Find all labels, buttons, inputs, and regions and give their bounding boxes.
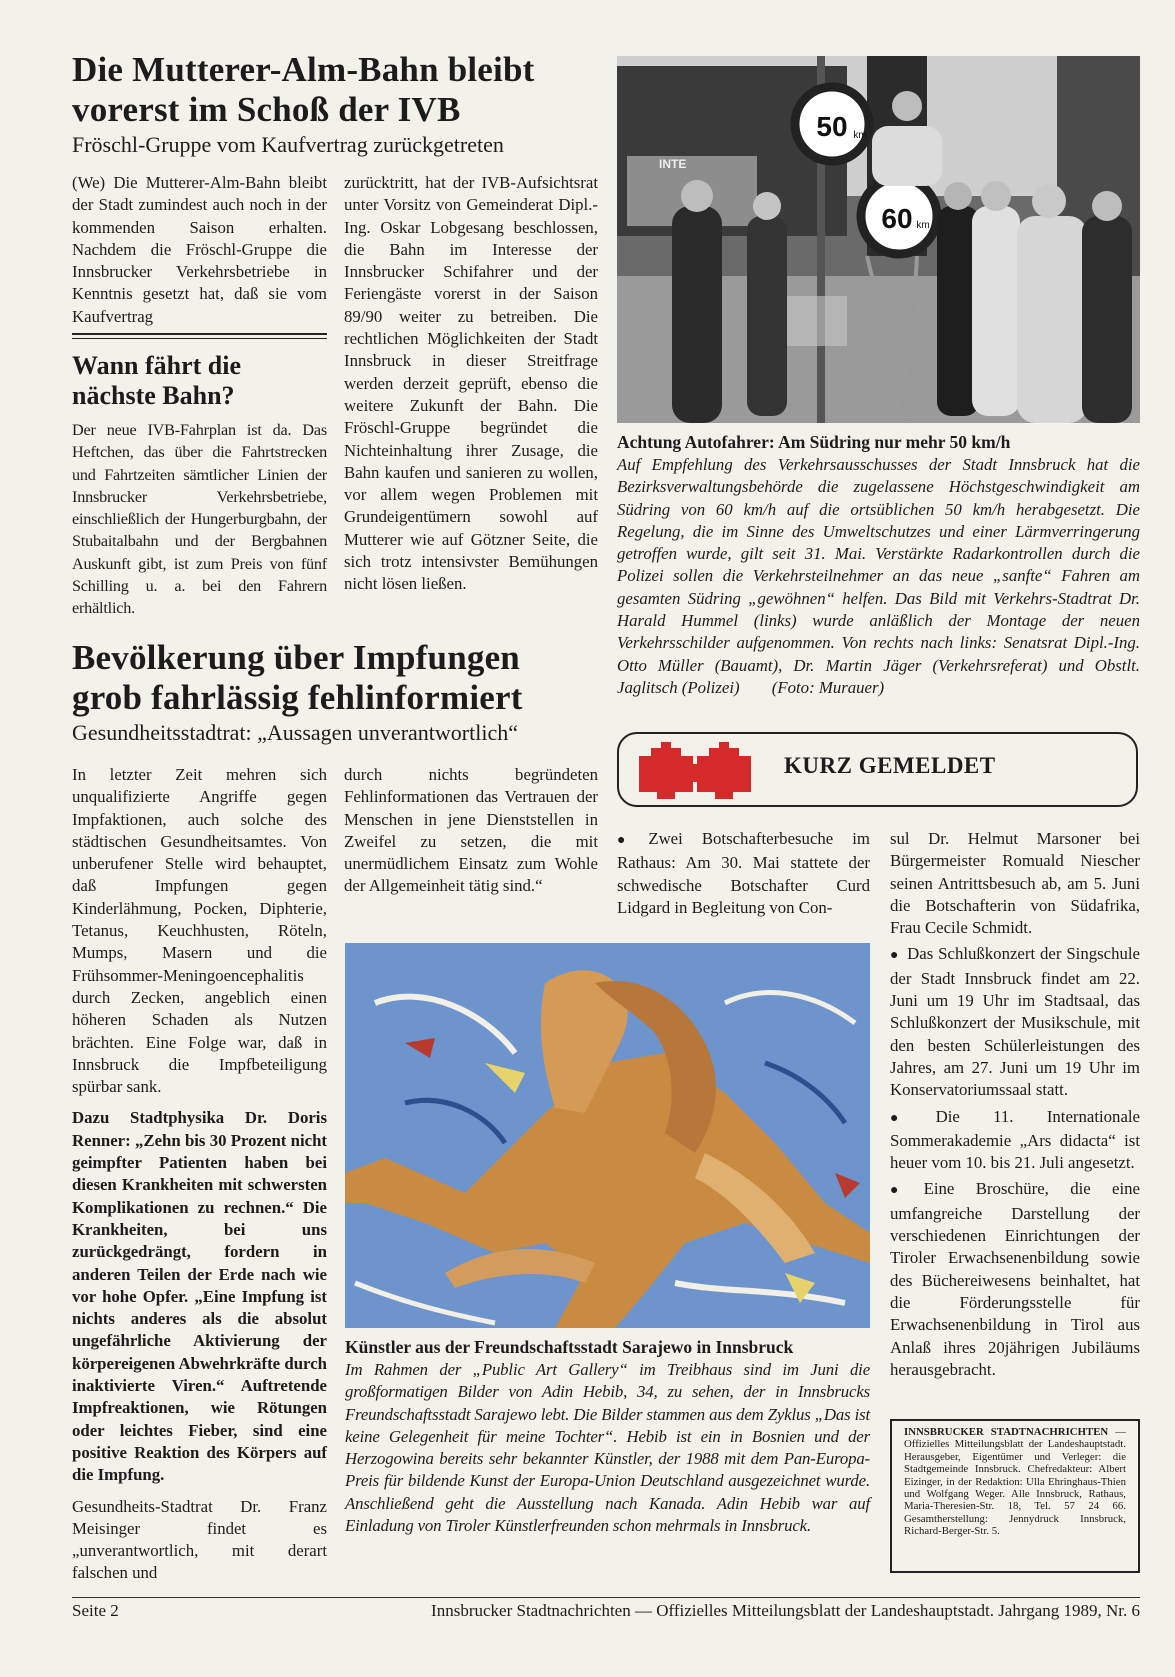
article1-col2-text: zurücktritt, hat der IVB-Aufsichtsrat unter Vorsitz von Gemeinderat Dipl.-Ing. Oskar Lobgesang beschlossen, die Bahn im Interesse der Innsbrucker Schifahrer und der Feriengäste vorerst in der Saison 89/90 weiter zu betreiben. Die rechtlichen Möglichkeiten der Stadt Innsbruck in dieser Streitfrage werden derzeit geprüft, ebenso die weitere Zukunft der Bahn. Die Fröschl-Gruppe begründet die Nichteinhaltung ihrer Zusage, die Bahn kaufen und sanieren zu wollen, vor allem wegen Problemen mit Grundeigentümern sowohl auf Mutterer wie auf Götzner Seite, die sich trotz intensivster Bemühungen nicht lösen ließen. (344, 173, 598, 594)
article2-subtitle: Gesundheitsstadtrat: „Aussagen unverantwortlich“ (72, 720, 518, 745)
impressum-title: INNSBRUCKER STADTNACHRICHTEN (904, 1426, 1109, 1438)
photo-traffic-signs-scene (617, 56, 1140, 423)
article2-col2 (344, 764, 598, 898)
photo2-caption (345, 1336, 870, 1537)
footer-page-number: Seite 2 (72, 1601, 119, 1620)
article1-col2 (344, 172, 598, 596)
impressum-box (890, 1419, 1140, 1573)
kurz-col1 (617, 828, 870, 919)
kurz-gemeldet-title: KURZ GEMELDET (784, 753, 996, 778)
article1-header (72, 50, 612, 158)
article2-header (72, 638, 617, 746)
kurz-item-1-continued: sul Dr. Helmut Marsoner bei Bürgermeister Romuald Niescher seinen Antrittsbesuch ab, am 5. Juni die Botschafterin von Südafrika, Frau Cecile Schmidt. (890, 829, 1140, 938)
divider-rule (72, 333, 327, 339)
article1-title: Die Mutterer-Alm-Bahn bleibt vorerst im Schoß der IVB (72, 50, 535, 129)
kurz-item-2: ● Das Schlußkonzert der Singschule der Stadt Innsbruck findet am 22. Juni um 19 Uhr im Stadtsaal, das Schlußkonzert der Musikschule, mit den besten Schülerleistungen des Jahres, am 27. Juni um 19 Uhr im Konservatoriumssaal statt. (890, 944, 1140, 1100)
footer-rule (72, 1597, 1140, 1598)
kurz-col2 (890, 828, 1140, 1381)
photo1-caption-text: Auf Empfehlung des Verkehrsausschusses der Stadt Innsbruck hat die Bezirksverwaltungsbehörde die zugelassene Höchstgeschwindigkeit am Südring von 60 km/h auf die ortsüblichen 50 km/h herabgesetzt. Die Regelung, die im Sinne des Umweltschutzes und einer Lärmverringerung getroffen wurde, gilt seit 31. Mai. Verstärkte Radarkontrollen durch die Polizei sollen die Verkehrsteilnehmer an das neue „sanfte“ Fahren am gesamten Südring „gewöhnen“ helfen. Das Bild mit Verkehrs-Stadtrat Dr. Harald Hummel (links) wurde anläßlich der Montage der neuen Verkehrsschilder aufgenommen. Von rechts nach links: Senatsrat Dipl.-Ing. Otto Müller (Bauamt), Dr. Martin Jäger (Verkehrsreferat) und Obstlt. Jaglitsch (Polizei) (Foto: Murauer) (617, 455, 1140, 697)
bullet-icon: ● (890, 1110, 928, 1126)
fahrplan-box (72, 351, 327, 620)
photo1-credit: (Foto: Murauer) (771, 677, 885, 697)
article2-title: Bevölkerung über Impfungen grob fahrlässig fehlinformiert (72, 638, 523, 717)
photo2-caption-title: Künstler aus der Freundschaftsstadt Sarajewo in Innsbruck (345, 1337, 794, 1357)
impressum-text: — Offizielles Mitteilungsblatt der Landeshauptstadt. Herausgeber, Eigentümer und Verleger: die Stadtgemeinde Innsbruck. Chefredakteur: Albert Eizinger, in der Redaktion: Ulla Ehringhaus-Thien und Wolfgang Weger. Alle Innsbruck, Rathaus, Maria-Theresien-Str. 18, Tel. 57 24 66. Gesamtherstellung: Jennydruck Innsbruck, Richard-Berger-Str. 5. (904, 1426, 1126, 1538)
article2-col1-p1: In letzter Zeit mehren sich unqualifizierte Angriffe gegen Impfaktionen, auch solche des städtischen Gesundheitsamtes. Von unberufener Stelle wird behauptet, daß Impfungen gegen Kinderlähmung, Pocken, Diphterie, Tetanus, Keuchhusten, Röteln, Mumps, Masern und die Frühsommer-Meningoencephalitis durch Zecken, angeblich einen höheren Schaden als Nutzen brächten. Eine Folge war, daß in Innsbruck die Impfbeteiligung spürbar sank. (72, 765, 327, 1097)
photo-traffic-signs (617, 56, 1140, 423)
kurz-gemeldet-box (617, 732, 1138, 807)
kurz-item-4: ● Eine Broschüre, die eine umfangreiche Darstellung der verschiedenen Einrichtungen der Tiroler Erwachsenenbildung sowie des Büchereiwesens beinhaltet, hat die Förderungsstelle für Erwachsenenbildung in Tirol aus Anlaß ihres 20jährigen Jubiläums herausgebracht. (890, 1179, 1140, 1379)
photo1-caption (617, 431, 1140, 699)
sign-50-text: 50 (816, 111, 848, 142)
article2-col2-text: durch nichts begründeten Fehlinformationen das Vertrauen der Menschen in jene Dienststellen in Zweifel zu setzen, die mit unermüdlichem Einsatz zum Wohle der Allgemeinheit tätig sind.“ (344, 765, 598, 896)
bullet-icon: ● (890, 948, 900, 964)
article2-col1-p3: Gesundheits-Stadtrat Dr. Franz Meisinger findet es „unverantwortlich, mit derart falschen und (72, 1496, 327, 1583)
kurz-item-3: ● Die 11. Internationale Sommerakademie „Ars didacta“ ist heuer vom 10. bis 21. Juli angesetzt. (890, 1106, 1140, 1173)
article1-col1 (72, 172, 327, 328)
bullet-icon: ● (617, 833, 641, 848)
photo2-caption-text: Im Rahmen der „Public Art Gallery“ im Treibhaus sind im Juni die großformatigen Bilder von Adin Hebib, 34, zu sehen, der in Innsbrucks Freundschaftsstadt Sarajewo lebt. Die Bilder stammen aus dem Zyklus „Das ist keine Gelegenheit für meine Tochter“. Hebib ist ein in Bosnien und der Herzogowina bereits sehr bekannter Künstler, der 1988 mit dem Pan-Europa-Preis für bildende Kunst der Europa-Union Deutschland ausgezeichnet wurde. Anschließend geht die Ausstellung nach Kanada. Adin Hebib war auf Einladung von Tiroler Künstlerfreunden schon mehrmals in Innsbruck. (345, 1360, 870, 1536)
article2-col1-p2: Dazu Stadtphysika Dr. Doris Renner: „Zehn bis 30 Prozent nicht geimpfter Patienten haben bei diesen Krankheiten mit schwersten Komplikationen zu rechnen.“ Die Krankheiten, bei uns zurückgedrängt, fordern in anderen Teilen der Erde nach wie vor hohe Opfer. „Eine Impfung ist nichts anderes als die absolut ungefährliche Aktivierung der körpereigenen Abwehrkräfte durch inaktivierte Viren.“ Auftretende Impfreaktionen, wie Rötungen oder leichtes Fieber, sind eine positive Reaktion des Körpers auf die Impfung. (72, 1108, 327, 1485)
fahrplan-title: Wann fährt die nächste Bahn? (72, 351, 242, 410)
sign-60-unit: km (916, 220, 930, 231)
city-logo-icon (637, 742, 755, 799)
photo1-caption-title: Achtung Autofahrer: Am Südring nur mehr 50 km/h (617, 432, 1011, 452)
fahrplan-text: Der neue IVB-Fahrplan ist da. Das Heftchen, das über die Fahrtstrecken und Fahrtzeiten sämtlicher Linien der Innsbrucker Verkehrsbetriebe, einschließlich der Hungerburgbahn, der Stubaitalbahn und der Bergbahnen Auskunft gibt, ist zum Preis von fünf Schilling u. a. bei den Fahrern erhältlich. (72, 421, 327, 618)
sign-50-unit: km (853, 130, 867, 141)
bullet-icon: ● (890, 1183, 916, 1199)
article1-col1-text: (We) Die Mutterer-Alm-Bahn bleibt der Stadt zumindest auch noch in der kommenden Saison erhalten. Nachdem die Fröschl-Gruppe die Innsbrucker Verkehrsbetriebe in Kenntnis gesetzt hat, daß sie vom Kaufvertrag (72, 173, 327, 326)
photo-painting (345, 943, 870, 1328)
shop-sign-text: INTE (659, 157, 687, 171)
painting-image (345, 943, 870, 1328)
article2-col1 (72, 764, 327, 1585)
footer-publication: Innsbrucker Stadtnachrichten — Offizielles Mitteilungsblatt der Landeshauptstadt. Jahrgang 1989, Nr. 6 (431, 1601, 1140, 1620)
sign-60-text: 60 (881, 203, 913, 234)
kurz-col1-item: ● Zwei Botschafterbesuche im Rathaus: Am 30. Mai stattete der schwedische Botschafter Curd Lidgard in Begleitung von Con- (617, 829, 870, 917)
article1-subtitle: Fröschl-Gruppe vom Kaufvertrag zurückgetreten (72, 132, 504, 157)
